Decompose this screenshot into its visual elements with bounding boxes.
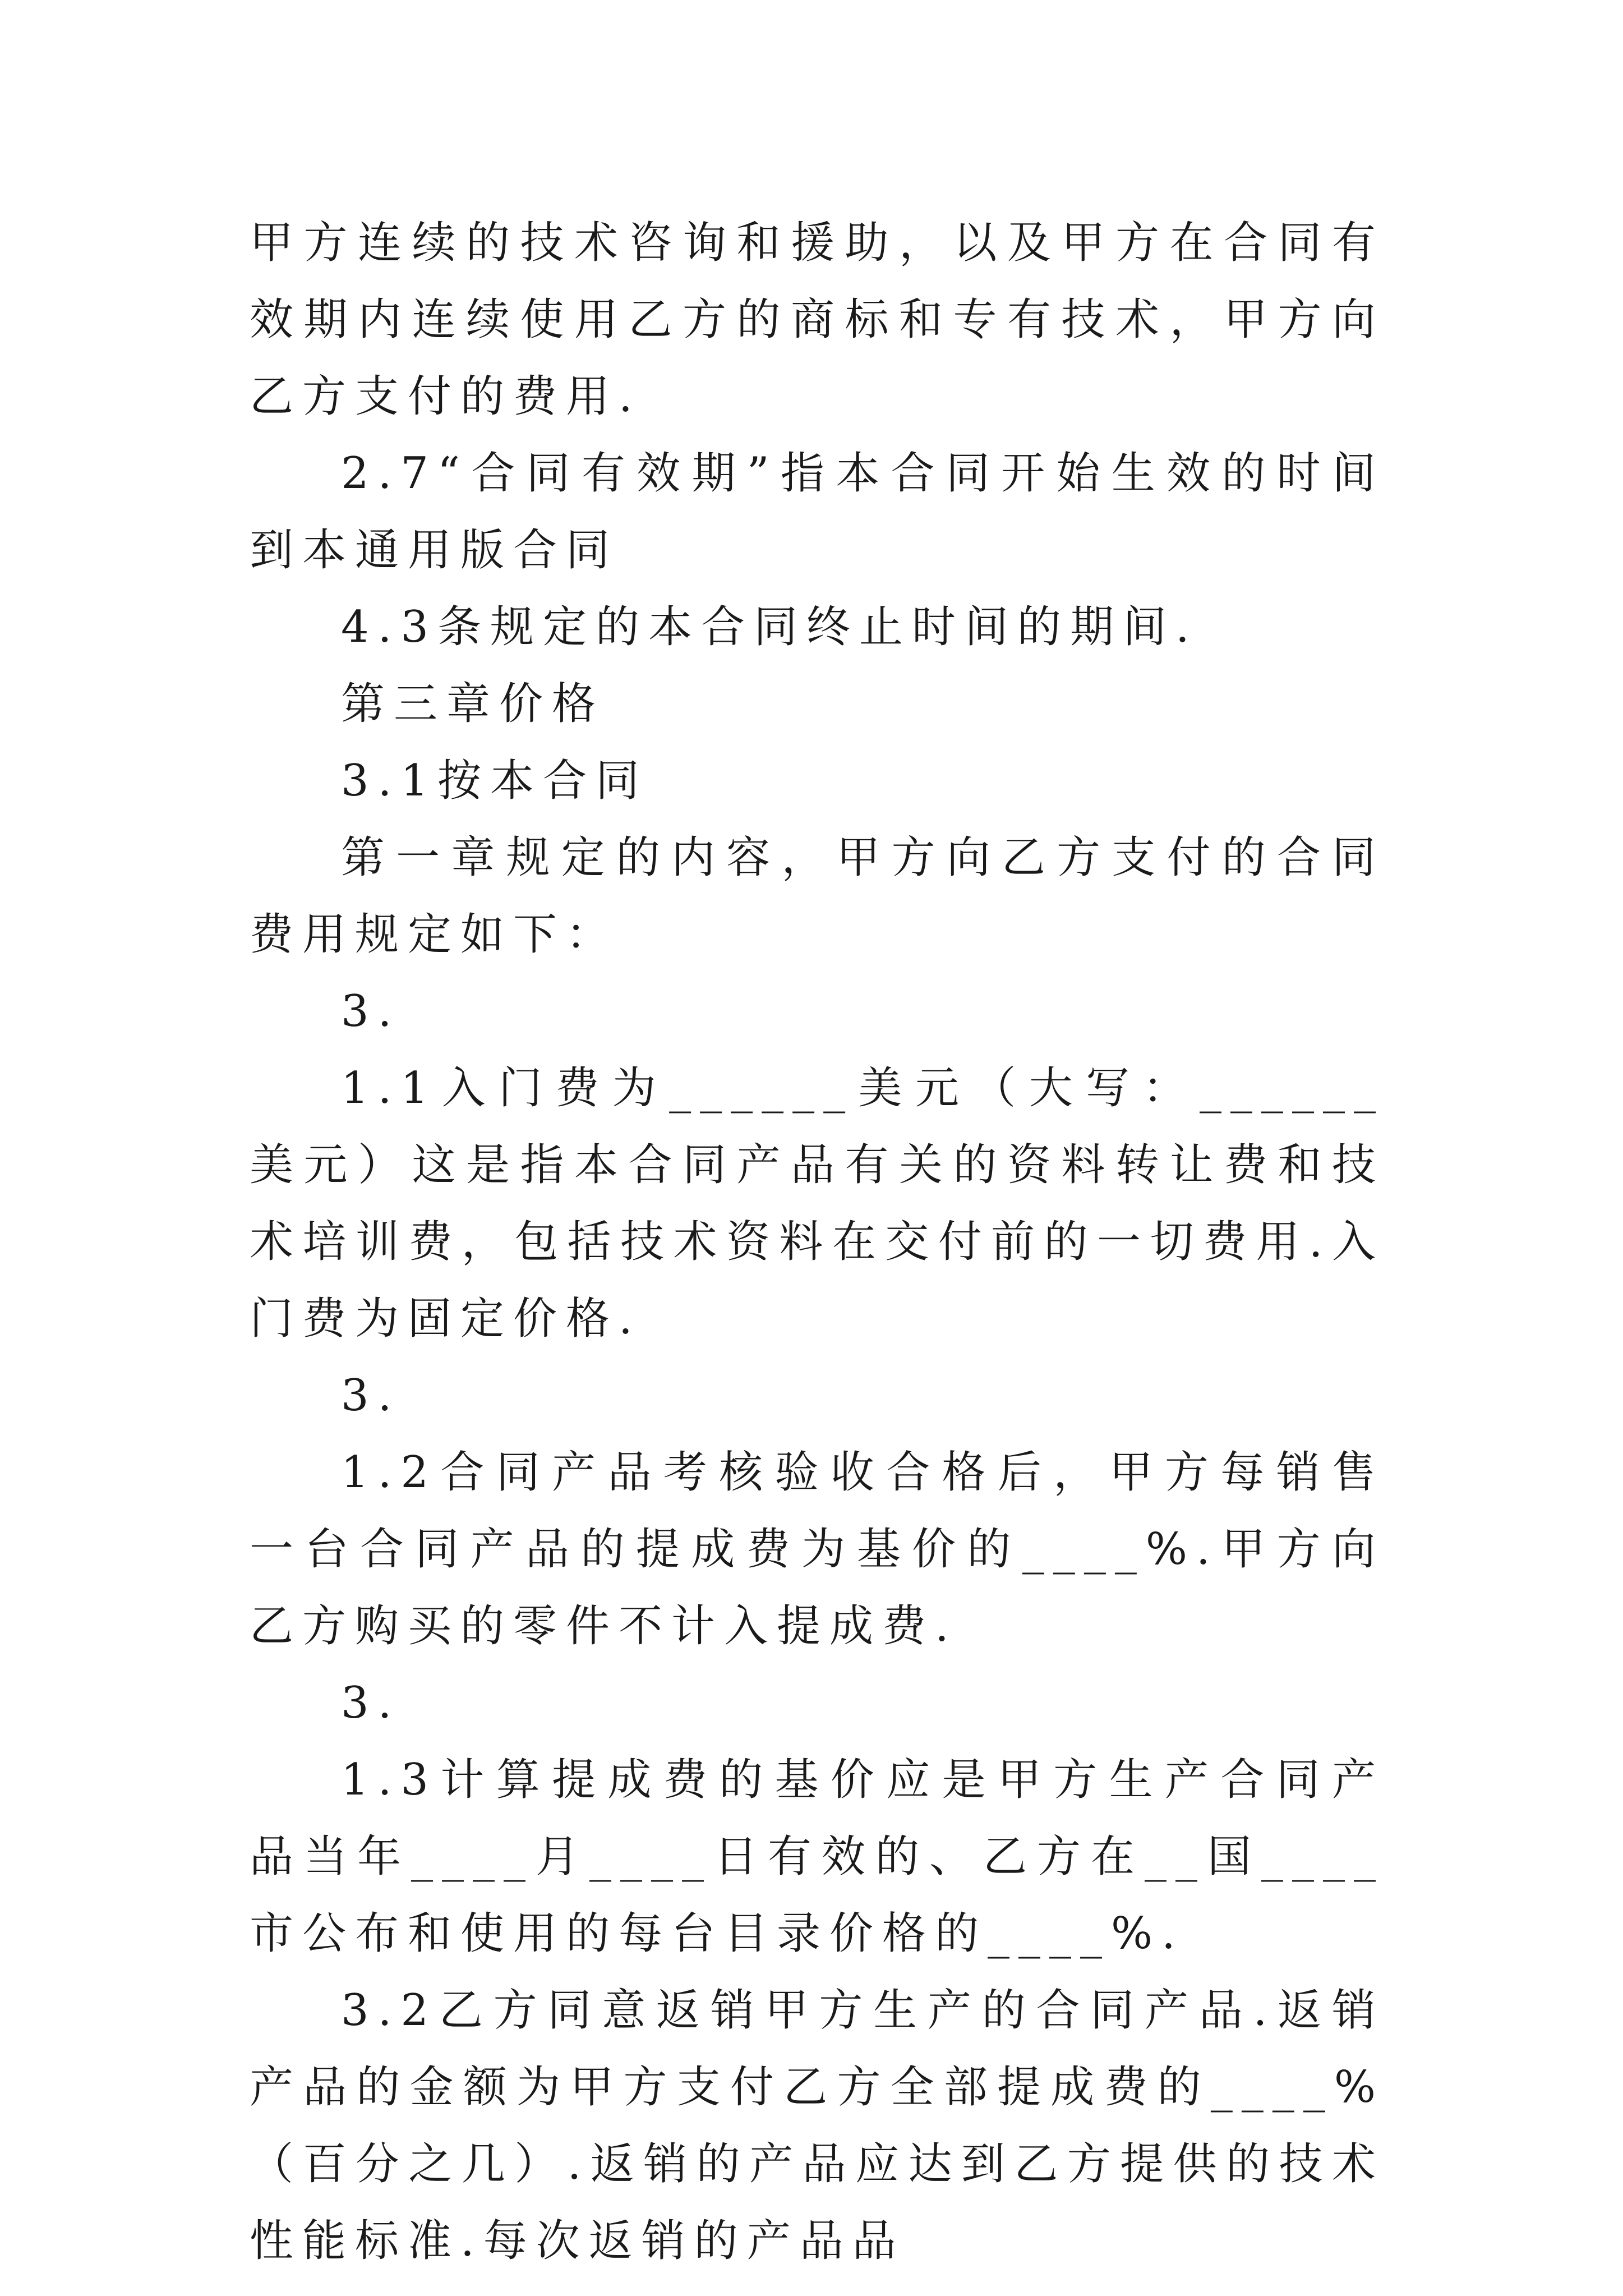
paragraph-1-3-base-price: 1.3计算提成费的基价应是甲方生产合同产品当年____月____日有效的、乙方在__国____市公布和使用的每台目录价格的____%. — [250, 1755, 1385, 1959]
contract-body — [250, 205, 1385, 2280]
paragraph-3-1: 3.1按本合同 — [341, 756, 649, 806]
paragraph-continuation: 甲方连续的技术咨询和援助，以及甲方在合同有效期内连续使用乙方的商标和专有技术，甲方向乙方支付的费用. — [250, 218, 1385, 422]
paragraph-chapter-one-ref: 第一章规定的内容，甲方向乙方支付的合同费用规定如下： — [250, 832, 1385, 960]
paragraph-3-2-buyback: 3.2乙方同意返销甲方生产的合同产品.返销产品的金额为甲方支付乙方全部提成费的____%（百分之几）.返销的产品应达到乙方提供的技术性能标准.每次返销的产品品 — [250, 1985, 1385, 2266]
paragraph-4-3: 4.3条规定的本合同终止时间的期间. — [341, 602, 1198, 652]
chapter-heading: 第三章价格 — [341, 679, 605, 729]
paragraph-2-7: 2.7“合同有效期”指本合同开始生效的时间到本通用版合同 — [250, 448, 1385, 576]
section-number: 3. — [341, 1370, 401, 1421]
section-number: 3. — [341, 986, 401, 1037]
paragraph-1-1-entry-fee: 1.1入门费为______美元（大写：______美元）这是指本合同产品有关的资料转让费和技术培训费，包括技术资料在交付前的一切费用.入门费为固定价格. — [250, 1063, 1385, 1344]
section-number: 3. — [341, 1678, 401, 1728]
paragraph-1-2-royalty: 1.2合同产品考核验收合格后，甲方每销售一台合同产品的提成费为基价的____%.甲方向乙方购买的零件不计入提成费. — [250, 1447, 1385, 1651]
